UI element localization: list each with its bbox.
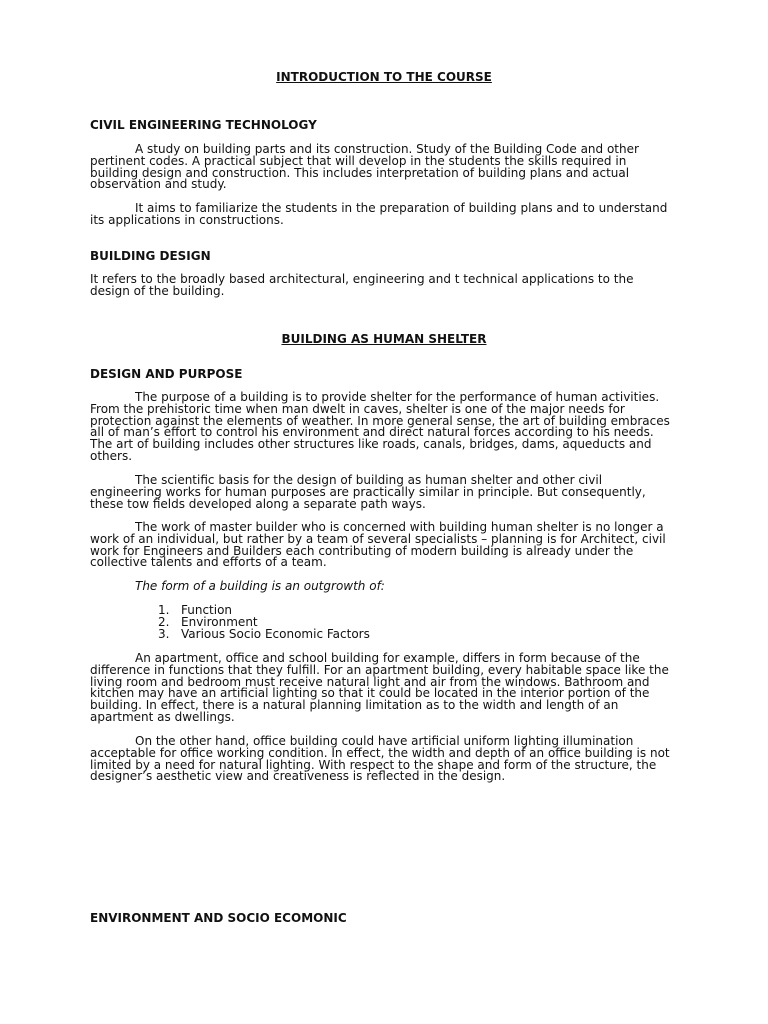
list-item: 3. Various Socio Economic Factors	[158, 626, 370, 641]
page-title: INTRODUCTION TO THE COURSE	[276, 70, 492, 84]
list-item: 1. Function	[158, 603, 233, 617]
section-heading-building-design: BUILDING DESIGN	[90, 249, 211, 263]
section-heading-environment: ENVIRONMENT AND SOCIO ECOMONIC	[90, 911, 347, 925]
section-heading-civil-engineering: CIVIL ENGINEERING TECHNOLOGY	[90, 118, 317, 132]
paragraph-scientific-basis: The scientific basis for the design of building as human shelter and other civil engineering works for human purposes are practically similar in principle. But consequently, these tow fields developed along a separate path ways.	[90, 473, 646, 511]
form-intro: The form of a building is an outgrowth of:	[135, 579, 385, 593]
paragraph-study: A study on building parts and its construction. Study of the Building Code and other pertinent codes. A practical subject that will develop in the students the skills required in building design and construction. This includes interpretation of building plans and actual observation and study.	[90, 142, 639, 192]
paragraph-building-design: It refers to the broadly based architectural, engineering and t technical applications to the design of the building.	[90, 272, 634, 298]
paragraph-master-builder: The work of master builder who is concerned with building human shelter is no longer a work of an individual, but rather by a team of several specialists – planning is for Architect, civil work for Engineers and Builders each contributing of modern building is already under the collective talents and efforts of a team.	[90, 520, 666, 570]
paragraph-purpose: The purpose of a building is to provide shelter for the performance of human activities. From the prehistoric time when man dwelt in caves, shelter is one of the major needs for protection against the elements of weather. In more general sense, the art of building embraces all of man’s effort to control his environment and direct natural forces according to his needs. The art of building includes other structures like roads, canals, bridges, dams, aqueducts and others.	[90, 390, 670, 463]
paragraph-apartment: An apartment, office and school building for example, differs in form because of the difference in functions that they fulfill. For an apartment building, every habitable space like the living room and bedroom must receive natural light and air from the windows. Bathroom and kitchen may have an artificial lighting so that it could be located in the interior portion of the building. In effect, there is a natural planning limitation as to the width and length of an apartment as dwellings.	[90, 651, 669, 724]
paragraph-office: On the other hand, office building could have artificial uniform lighting illumination acceptable for office working condition. In effect, the width and depth of an office building is not limited by a need for natural lighting. With respect to the shape and form of the structure, the designer’s aesthetic view and creativeness is reflected in the design.	[90, 734, 670, 784]
section-heading-design-purpose: DESIGN AND PURPOSE	[90, 367, 243, 381]
list-item: 2. Environment	[158, 614, 258, 629]
section-title-human-shelter: BUILDING AS HUMAN SHELTER	[281, 332, 487, 346]
paragraph-aims: It aims to familiarize the students in the preparation of building plans and to understand its applications in constructions.	[90, 201, 668, 227]
form-factors-list	[158, 605, 370, 640]
